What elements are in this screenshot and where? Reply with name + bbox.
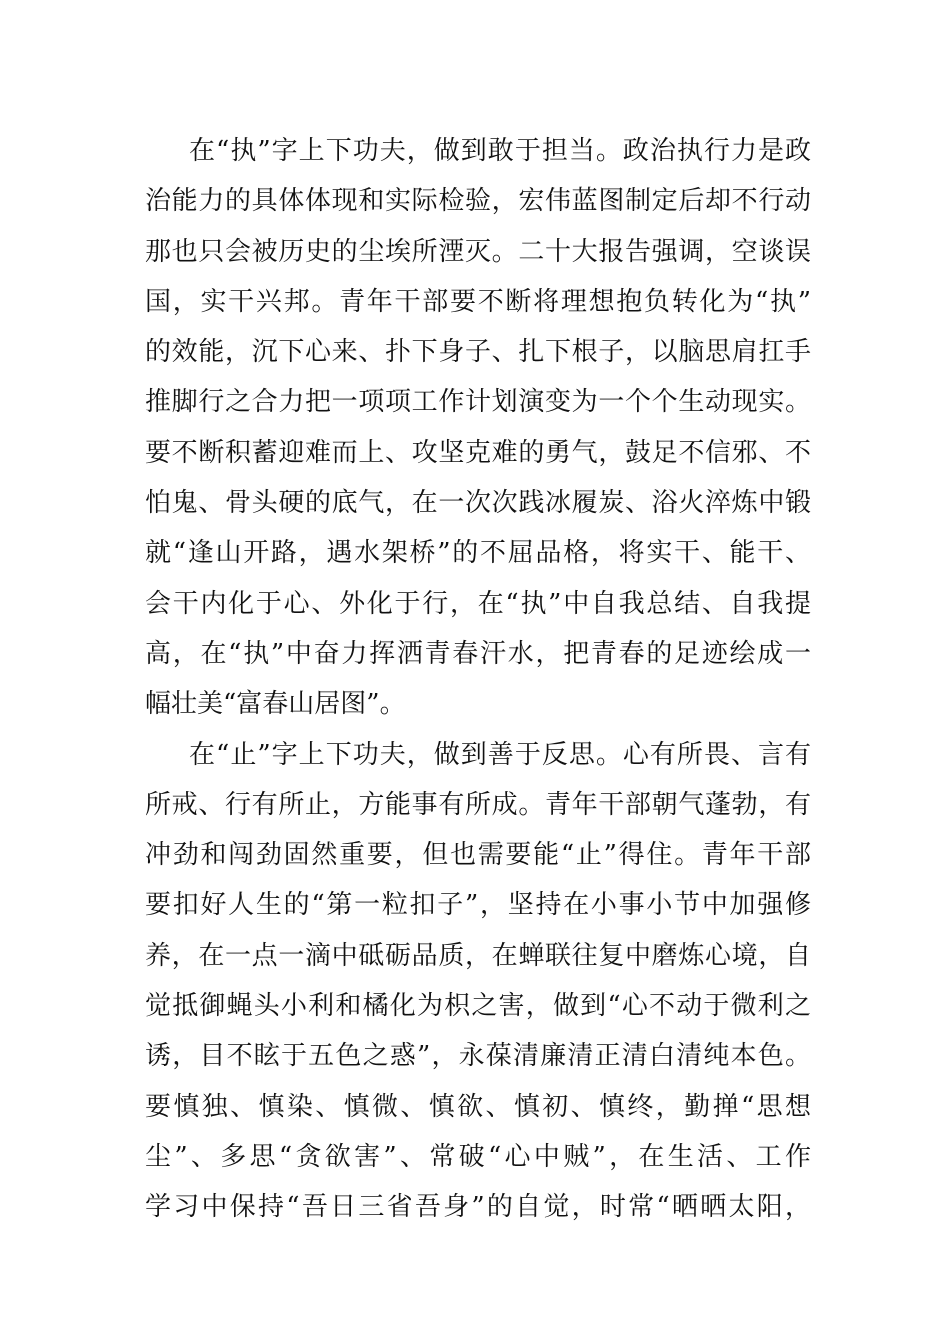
text-line: 诱，目不眩于五色之惑”，永葆清廉清正清白清纯本色。 xyxy=(145,1041,811,1072)
text-line: 觉抵御蝇头小利和橘化为枳之害，做到“心不动于微利之 xyxy=(145,991,811,1022)
text-line: 养，在一点一滴中砥砺品质，在蝉联往复中磨炼心境，自 xyxy=(145,940,811,971)
text-line: 尘”、多思“贪欲害”、常破“心中贼”，在生活、工作 xyxy=(145,1141,811,1172)
text-line: 学习中保持“吾日三省吾身”的自觉，时常“晒晒太阳， xyxy=(145,1192,811,1223)
text-line: 在“止”字上下功夫，做到善于反思。心有所畏、言有 xyxy=(189,739,811,770)
paragraph-zhi-execution xyxy=(145,126,811,730)
text-line: 要扣好人生的“第一粒扣子”，坚持在小事小节中加强修 xyxy=(145,890,811,921)
text-line: 那也只会被历史的尘埃所湮灭。二十大报告强调，空谈误 xyxy=(145,236,811,267)
text-line: 国，实干兴邦。青年干部要不断将理想抱负转化为“执” xyxy=(145,286,811,317)
document-body xyxy=(145,126,811,1233)
text-line: 幅壮美“富春山居图”。 xyxy=(145,689,406,720)
text-line: 高，在“执”中奋力挥洒青春汗水，把青春的足迹绘成一 xyxy=(145,638,811,669)
text-line: 就“逢山开路，遇水架桥”的不屈品格，将实干、能干、 xyxy=(145,538,811,569)
text-line: 治能力的具体体现和实际检验，宏伟蓝图制定后却不行动 xyxy=(145,186,811,217)
text-line: 会干内化于心、外化于行，在“执”中自我总结、自我提 xyxy=(145,588,811,619)
text-line: 的效能，沉下心来、扑下身子、扎下根子，以脑思肩扛手 xyxy=(145,337,811,368)
text-line: 推脚行之合力把一项项工作计划演变为一个个生动现实。 xyxy=(145,387,811,418)
text-line: 要慎独、慎染、慎微、慎欲、慎初、慎终，勤掸“思想 xyxy=(145,1091,811,1122)
paragraph-zhi-stop xyxy=(145,730,811,1233)
text-line: 冲劲和闯劲固然重要，但也需要能“止”得住。青年干部 xyxy=(145,840,811,871)
text-line: 在“执”字上下功夫，做到敢于担当。政治执行力是政 xyxy=(189,136,811,166)
text-line: 怕鬼、骨头硬的底气，在一次次践冰履炭、浴火淬炼中锻 xyxy=(145,488,811,519)
text-line: 要不断积蓄迎难而上、攻坚克难的勇气，鼓足不信邪、不 xyxy=(145,437,811,468)
text-line: 所戒、行有所止，方能事有所成。青年干部朝气蓬勃，有 xyxy=(145,789,811,820)
